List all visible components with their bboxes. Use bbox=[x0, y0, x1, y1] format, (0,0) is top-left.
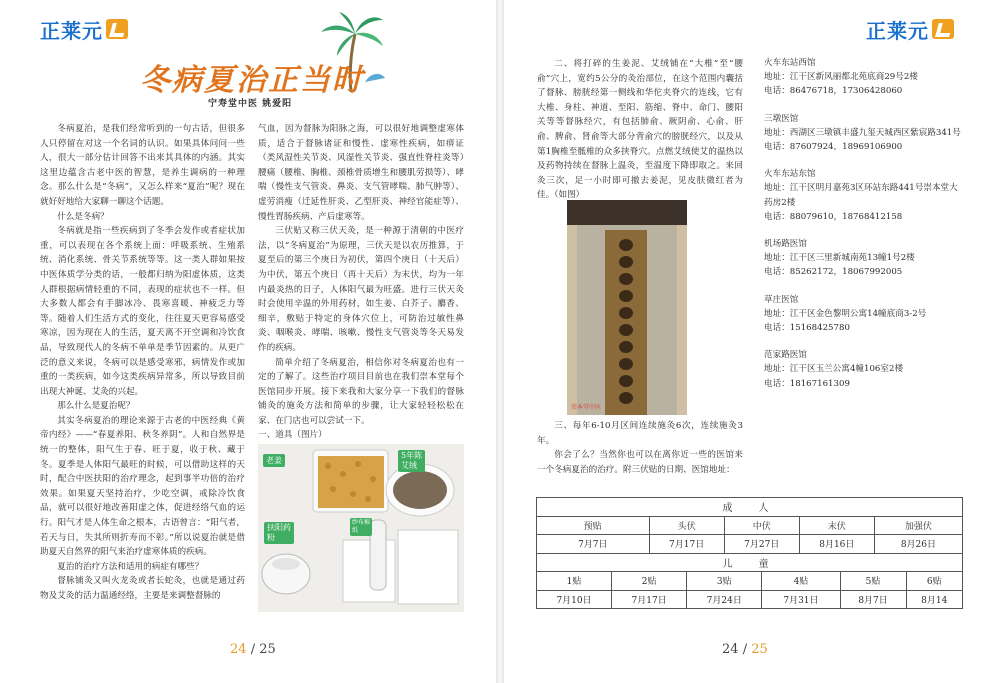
table-cell: 预贴 bbox=[537, 516, 650, 535]
clinic-phone: 电话：87607924，18969106900 bbox=[764, 142, 903, 153]
brand-logo-left bbox=[40, 18, 128, 43]
table-cell: 7月24日 bbox=[687, 590, 762, 609]
table-cell: 7月31日 bbox=[762, 590, 840, 609]
table-cell: 8月14 bbox=[906, 590, 963, 609]
clinic-name: 火车东站东馆 bbox=[764, 169, 816, 180]
page-number-other: 25 bbox=[259, 642, 276, 657]
clinic-name: 范家路医馆 bbox=[764, 350, 807, 361]
clinic-phone: 电话：85262172，18067992005 bbox=[764, 267, 903, 278]
clinic-address: 地址：江干区玉兰公寓4幢106室2楼 bbox=[764, 364, 904, 375]
moxibustion-illustration bbox=[567, 200, 687, 415]
moxibustion-photo bbox=[567, 200, 687, 415]
label-ginger: 老姜 bbox=[263, 454, 285, 467]
article-title: 冬病夏治正当时 bbox=[140, 63, 364, 98]
paragraph: 冬病夏治，是我们经常听到的一句古话，但很多人只停留在对这一个名词的认识。如果具体问问一些人，很大一部分估计回答不出来其具体的内涵。其实这里边蕴含古老中医的智慧，是养生调病的一种理念。那么什么是“冬病”，又怎么样来“夏治”呢？现在就好好地给大家聊一聊这个话题。 bbox=[40, 124, 245, 207]
table-cell: 7月7日 bbox=[537, 535, 650, 554]
photo-watermark: 崇本堂中医 bbox=[571, 404, 602, 411]
article-author: 宁寿堂中医 姚爱阳 bbox=[208, 99, 293, 109]
paragraph: 三伏贴又称三伏天灸，是一种源于清朝的中医疗法，以“冬病夏治”为原理，三伏天是以农历推算，于夏至后的第三个庚日为初伏，第四个庚日（十天后）为中伏，第五个庚日（再十天后）为末伏，均为一年内最炎热的日子，人体阳气最为旺盛。进行三伏天灸时会使用辛温的外用药材，如生姜、白芥子、麝香、细辛，敷贴于特定的身体穴位上，可防治过敏性鼻炎、咽喉炎、哮喘、咳嗽、慢性支气管炎等冬天易发作的疾病。 bbox=[258, 226, 464, 353]
table-cell: 加强伏 bbox=[874, 516, 962, 535]
table-cell: 7月27日 bbox=[724, 535, 799, 554]
sanfu-schedule-table bbox=[536, 497, 963, 609]
paragraph: 冬病就是指一些疾病到了冬季会发作或者症状加重，可以表现在各个系统上面：呼吸系统、生殖系统、消化系统、骨关节系统等等。这一类人群如果按中医体质学分类的话，一般都归纳为阳虚体质，这类人群根据病情轻重的不同，表现的症状也不一样。但大多数人都会有手脚冰冷、畏寒喜暖、神疲乏力等等。随着人们生活方式的变化，往往夏天更容易感受寒凉，因为现在人的生活，夏天离不开空调和冷饮食品，导致现代人的冬病不单单是季节因素的。从更广泛的意义来说，冬病可以是感受寒邪，病情发作或加重的一类疾病，如今这类疾病异常多，所以导致目前出现大神诞、艾灸的兴起。 bbox=[40, 226, 245, 397]
clinic-phone: 电话：18167161309 bbox=[764, 378, 850, 389]
clinic-entry bbox=[764, 348, 964, 391]
section-heading: 什么是冬病？ bbox=[57, 211, 109, 222]
paragraph: 简单介绍了冬病夏治，相信你对冬病夏治也有一定的了解了。这些治疗项目目前也在我们崇本堂每个医馆同步开展。接下来我和大家分享一下我们的督脉铺灸的施灸方法和简单的步骤，让大家轻轻松松在家、在门店也可以尝试一下。 bbox=[258, 357, 464, 426]
table-cell: 中伏 bbox=[724, 516, 799, 535]
page-number-current: 25 bbox=[751, 642, 768, 657]
left-page-number bbox=[230, 642, 276, 657]
table-cell: 8月26日 bbox=[874, 535, 962, 554]
clinic-contacts bbox=[764, 56, 964, 404]
table-row bbox=[537, 572, 963, 591]
section-heading: 一、道具（图片） bbox=[258, 430, 327, 441]
paragraph: 二、将打碎的生姜泥、艾绒铺在“大椎”至“腰俞”穴上，宽约5公分的灸治部位，在这个范围内囊括了督脉、膀胱经第一侧线和华佗夹脊穴的连线，它有大椎、身柱、神道、至阳、筋缩、脊中、命门、腰阳关等等督脉经穴，有包括肺俞、厥阴俞、心俞、肝俞、脾俞、肾俞等大部分背俞穴的膀胱经穴，以及从第1胸椎至骶椎的众多挟脊穴。点燃艾绒使艾的温热以及药物持续在督脉上温灸，至温度下降即取之。来回灸三次，足一小时即可撤去姜泥，见皮肤微红者为佳。（如图） bbox=[537, 59, 743, 201]
label-powder: 扶阳药 粉 bbox=[264, 522, 294, 544]
right-column-1-after bbox=[537, 419, 743, 477]
table-cell: 末伏 bbox=[799, 516, 874, 535]
label-moxa: 5年陈 艾绒 bbox=[398, 450, 425, 472]
clinic-phone: 电话：15168425780 bbox=[764, 323, 850, 334]
paragraph: 三、每年6-10月区间连续施灸6次，连续施灸3年。 bbox=[537, 421, 743, 446]
clinic-name: 火车东站西馆 bbox=[764, 58, 816, 68]
section-heading: 那么什么是夏治呢？ bbox=[57, 401, 135, 412]
page-number-other: 24 bbox=[722, 642, 739, 657]
book-spine bbox=[496, 0, 504, 683]
right-page-number bbox=[722, 642, 768, 657]
left-column-2 bbox=[258, 122, 464, 443]
right-column-1 bbox=[537, 57, 743, 203]
clinic-name: 机场路医馆 bbox=[764, 239, 807, 250]
table-cell: 2贴 bbox=[612, 572, 687, 591]
table-cell: 3贴 bbox=[687, 572, 762, 591]
clinic-name: 草庄医馆 bbox=[764, 294, 799, 305]
tools-photo bbox=[258, 444, 464, 612]
table-cell: 7月17日 bbox=[612, 590, 687, 609]
clinic-address: 地址：江干区明月嘉苑3区环站东路441号崇本堂大药房2楼 bbox=[764, 183, 958, 208]
table-row bbox=[537, 535, 963, 554]
label-paper: 纱布棉 纸 bbox=[352, 519, 371, 534]
brand-logo-mark-icon bbox=[932, 19, 954, 39]
left-column-1 bbox=[40, 122, 245, 604]
clinic-name: 三墩医馆 bbox=[764, 113, 799, 124]
child-section-title: 儿 童 bbox=[537, 553, 963, 572]
table-cell: 8月16日 bbox=[799, 535, 874, 554]
table-cell: 头伏 bbox=[649, 516, 724, 535]
article-header bbox=[130, 30, 380, 120]
page-number-current: 24 bbox=[230, 642, 247, 657]
clinic-entry bbox=[764, 112, 964, 155]
adult-section-title: 成 人 bbox=[537, 498, 963, 517]
clinic-entry bbox=[764, 293, 964, 336]
page-number-separator: / bbox=[250, 642, 256, 657]
table-cell: 7月17日 bbox=[649, 535, 724, 554]
clinic-address: 地址：江干区新风丽都北苑底商29号2楼 bbox=[764, 72, 918, 83]
brand-logo-text: 正莱元 bbox=[866, 18, 929, 43]
table-cell: 8月7日 bbox=[840, 590, 906, 609]
brand-logo-right bbox=[866, 18, 954, 43]
clinic-entry bbox=[764, 237, 964, 280]
table-cell: 7月10日 bbox=[537, 590, 612, 609]
table-row bbox=[537, 553, 963, 572]
clinic-phone: 电话：88079610，18768412158 bbox=[764, 211, 903, 222]
table-cell: 4贴 bbox=[762, 572, 840, 591]
section-heading: 夏治的治疗方法和适用的病症有哪些？ bbox=[57, 561, 204, 572]
paragraph: 其实冬病夏治的理论来源于古老的中医经典《黄帝内经》——“春夏养阳、秋冬养阴”。人和自然界是统一的整体，阳气生于春、旺于夏，收于秋、藏于冬。夏季是人体阳气最旺的时候，可以借助这样的天时，配合中医扶阳的治疗理念，起到事半功倍的治疗效果。如果夏天坚持治疗，少吃空调，戒除冷饮食品，就可以很好地改善阳虚之体，促进经络气血的运行。阳气才是人体生命之根本，古语曾言：“阳气者，若天与日，失其所则折寿而不彰。”所以说夏治就是借助夏天自然界的阳气来治疗虚寒体质的疾病。 bbox=[40, 415, 245, 558]
table-cell: 5贴 bbox=[840, 572, 906, 591]
paragraph: 气血，因为督脉为阳脉之海，可以很好地调整虚寒体质，适合于督脉诸证和慢性、虚寒性疾病，如痹证（类风湿性关节炎、风湿性关节炎、强直性脊柱炎等）腰痛（腰椎、胸椎、颈椎骨质增生和腰肌劳损等）、哮喘（慢性支气管炎、鼻炎、支气管哮喘、肺气肿等）、虚劳消瘦（迁延性肝炎、乙型肝炎、神经官能症等）、慢性胃肠疾病、产后虚寒等。 bbox=[258, 124, 464, 222]
table-row bbox=[537, 498, 963, 517]
clinic-entry bbox=[764, 56, 964, 99]
table-cell: 6贴 bbox=[906, 572, 963, 591]
brand-logo-mark-icon bbox=[106, 19, 128, 39]
paragraph: 你会了么？当然你也可以在离你近一些的医馆来一个冬病夏治的治疗。附三伏贴的日期、医馆地址： bbox=[537, 450, 743, 475]
left-page bbox=[0, 0, 496, 683]
table-cell: 1贴 bbox=[537, 572, 612, 591]
clinic-address: 地址：江干区金色黎明公寓14幢底商3-2号 bbox=[764, 308, 927, 319]
clinic-entry bbox=[764, 167, 964, 224]
paragraph: 督脉铺灸又叫火龙灸或者长蛇灸，也就是通过药物及艾灸的活力温通经络，主要是来调整督脉的 bbox=[40, 576, 245, 601]
page-number-separator: / bbox=[742, 642, 748, 657]
clinic-phone: 电话：86476718，17306428060 bbox=[764, 86, 903, 97]
table-row bbox=[537, 590, 963, 609]
table-row bbox=[537, 516, 963, 535]
clinic-address: 地址：江干区三里新城南苑13幢1号2楼 bbox=[764, 253, 915, 264]
clinic-address: 地址：西湖区三墩镇丰盛九玺天城西区紫宸路341号 bbox=[764, 127, 961, 138]
brand-logo-text: 正莱元 bbox=[40, 18, 103, 43]
